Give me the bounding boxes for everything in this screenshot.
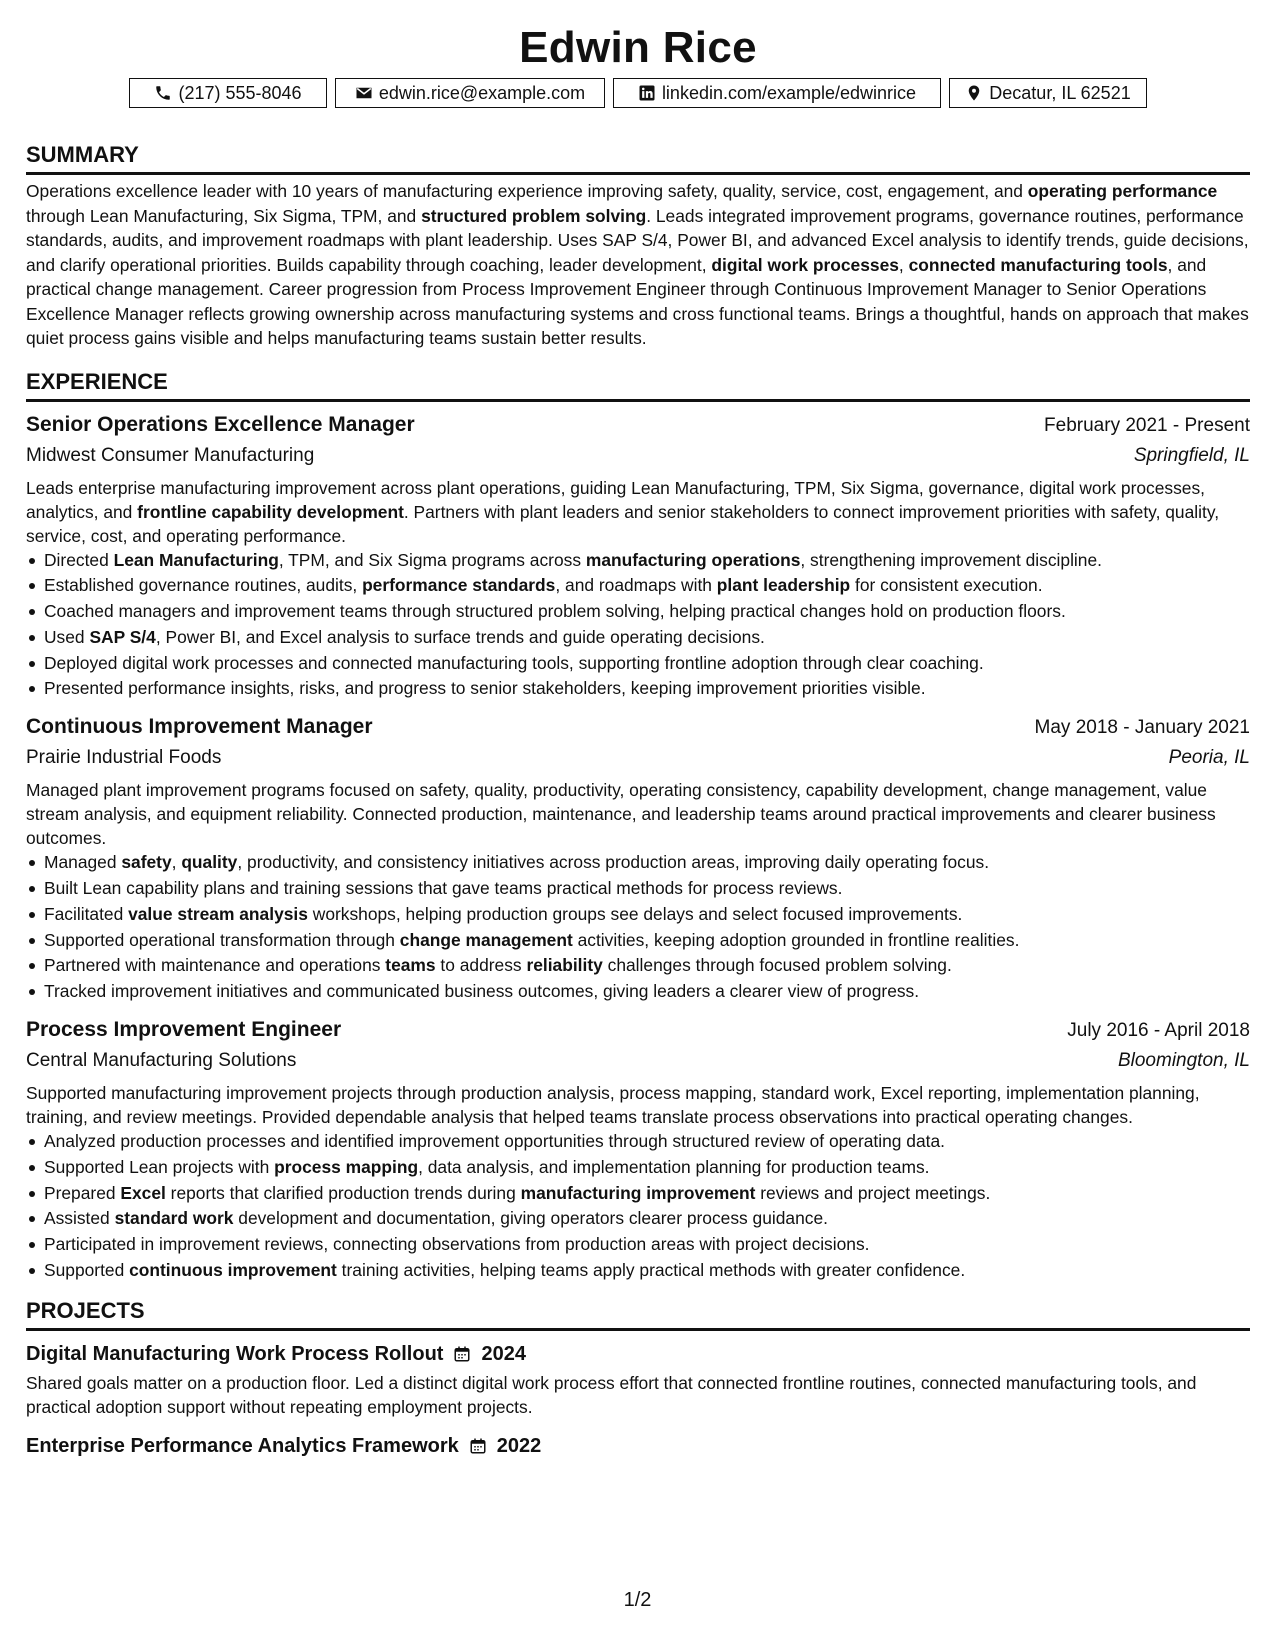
job-bullet: Supported Lean projects with process mapping, data analysis, and implementation planning for production teams.	[44, 1155, 1250, 1181]
contact-linkedin	[613, 78, 941, 108]
calendar-icon	[469, 1437, 487, 1455]
candidate-name: Edwin Rice	[519, 23, 757, 72]
job-dates: July 2016 - April 2018	[1067, 1020, 1250, 1042]
project-description: Shared goals matter on a production floor. Led a distinct digital work process effort that connected frontline routines, connected manufacturing tools, and practical adoption support without repeating employment projects.	[26, 1372, 1197, 1417]
experience-section	[26, 369, 1250, 1284]
project-year: 2022	[496, 1434, 542, 1457]
summary-heading: SUMMARY	[26, 142, 1250, 175]
job-bullet: Prepared Excel reports that clarified production trends during manufacturing improvement reviews and project meetings.	[44, 1181, 1250, 1207]
job-bullet: Partnered with maintenance and operations teams to address reliability challenges through focused problem solving.	[44, 953, 1250, 979]
project-year: 2024	[481, 1342, 526, 1365]
contact-linkedin-text: linkedin.com/example/edwinrice	[661, 83, 917, 103]
job-entry	[26, 1015, 1250, 1284]
job-description: Managed plant improvement programs focused on safety, quality, productivity, operating consistency, capability development, change management, value stream analysis, and equipment reliability. Connected production, maintenance, and leadership teams around practical improvements and clearer business outcomes.	[26, 780, 1216, 849]
resume-page	[26, 22, 1250, 1461]
job-dates: February 2021 - Present	[1044, 414, 1250, 436]
linkedin-icon	[638, 84, 656, 102]
map-pin-icon	[965, 84, 983, 102]
contact-location	[949, 78, 1147, 108]
job-bullet: Established governance routines, audits, performance standards, and roadmaps with plant leadership for consistent execution.	[44, 573, 1250, 599]
job-bullet: Presented performance insights, risks, and progress to senior stakeholders, keeping improvement priorities visible.	[44, 676, 1250, 702]
job-bullet: Used SAP S/4, Power BI, and Excel analysis to surface trends and guide operating decisions.	[44, 625, 1250, 651]
job-bullet: Assisted standard work development and documentation, giving operators clearer process guidance.	[44, 1206, 1250, 1232]
contact-bar	[26, 78, 1250, 108]
job-bullet: Participated in improvement reviews, connecting observations from production areas with project decisions.	[44, 1232, 1250, 1258]
job-bullet: Supported continuous improvement training activities, helping teams apply practical methods with greater confidence.	[44, 1258, 1250, 1284]
job-bullets	[26, 850, 1250, 1005]
contact-location-text: Decatur, IL 62521	[989, 83, 1131, 103]
project-entry	[26, 1339, 1250, 1419]
job-bullet: Directed Lean Manufacturing, TPM, and Six Sigma programs across manufacturing operations, strengthening improvement discipline.	[44, 548, 1250, 574]
job-location: Bloomington, IL	[1117, 1050, 1250, 1072]
project-name: Digital Manufacturing Work Process Rollout	[26, 1342, 444, 1365]
job-bullet: Tracked improvement initiatives and communicated business outcomes, giving leaders a clearer view of progress.	[44, 979, 1250, 1005]
projects-section	[26, 1298, 1250, 1461]
project-entry	[26, 1431, 1250, 1461]
calendar-icon	[453, 1345, 471, 1363]
job-description: Supported manufacturing improvement projects through production analysis, process mapping, standard work, Excel reporting, implementation planning, training, and review meetings. Provided dependable analysis that helped teams translate process observations into practical operating changes.	[26, 1083, 1200, 1128]
job-bullet: Deployed digital work processes and connected manufacturing tools, supporting frontline adoption through clear coaching.	[44, 651, 1250, 677]
job-bullet: Facilitated value stream analysis workshops, helping production groups see delays and select focused improvements.	[44, 902, 1250, 928]
job-bullet: Analyzed production processes and identified improvement opportunities through structured review of operating data.	[44, 1129, 1250, 1155]
job-dates: May 2018 - January 2021	[1034, 717, 1250, 739]
projects-heading: PROJECTS	[26, 1298, 1250, 1331]
job-bullets	[26, 1129, 1250, 1284]
page-number: 1/2	[623, 1589, 652, 1611]
contact-email-text: edwin.rice@example.com	[378, 83, 586, 103]
envelope-icon	[355, 84, 373, 102]
job-location: Peoria, IL	[1168, 747, 1250, 769]
job-bullets	[26, 548, 1250, 703]
job-bullet: Managed safety, quality, productivity, and consistency initiatives across production areas, improving daily operating focus.	[44, 850, 1250, 876]
experience-heading: EXPERIENCE	[26, 369, 1250, 402]
job-company: Midwest Consumer Manufacturing	[26, 444, 315, 466]
job-company: Central Manufacturing Solutions	[26, 1050, 297, 1072]
job-description: Leads enterprise manufacturing improvement across plant operations, guiding Lean Manufacturing, TPM, Six Sigma, governance, digital work processes, analytics, and frontline capability development. Partners with plant leaders and senior stakeholders to connect improvement priorities with safety, quality, service, cost, and operating performance.	[26, 477, 1220, 546]
job-title: Senior Operations Excellence Manager	[26, 412, 415, 436]
job-company: Prairie Industrial Foods	[26, 747, 222, 769]
phone-icon	[154, 84, 172, 102]
job-title: Process Improvement Engineer	[26, 1018, 342, 1042]
contact-phone	[129, 78, 327, 108]
contact-phone-text: (217) 555-8046	[178, 83, 302, 103]
job-title: Continuous Improvement Manager	[26, 715, 373, 739]
job-bullet: Supported operational transformation through change management activities, keeping adoption grounded in frontline realities.	[44, 928, 1250, 954]
job-bullet: Built Lean capability plans and training sessions that gave teams practical methods for process reviews.	[44, 876, 1250, 902]
summary-section	[26, 142, 1250, 351]
project-name: Enterprise Performance Analytics Framework	[26, 1434, 459, 1457]
summary-text: Operations excellence leader with 10 years of manufacturing experience improving safety, quality, service, cost, engagement, and operating performance through Lean Manufacturing, Six Sigma, TPM, and structured problem solving. Leads integrated improvement programs, governance routines, performance standards, audits, and improvement roadmaps with plant leadership. Uses SAP S/4, Power BI, and advanced Excel analysis to identify trends, guide decisions, and clarify operational priorities. Builds capability through coaching, leader development, digital work processes, connected manufacturing tools, and practical change management. Career progression from Process Improvement Engineer through Continuous Improvement Manager to Senior Operations Excellence Manager reflects growing ownership across manufacturing systems and cross functional teams. Brings a thoughtful, hands on approach that makes quiet process gains visible and helps manufacturing teams sustain better results.	[26, 181, 1249, 348]
job-bullet: Coached managers and improvement teams through structured problem solving, helping practical changes hold on production floors.	[44, 599, 1250, 625]
job-entry	[26, 712, 1250, 1005]
job-entry	[26, 410, 1250, 703]
contact-email	[335, 78, 605, 108]
job-location: Springfield, IL	[1133, 444, 1250, 466]
